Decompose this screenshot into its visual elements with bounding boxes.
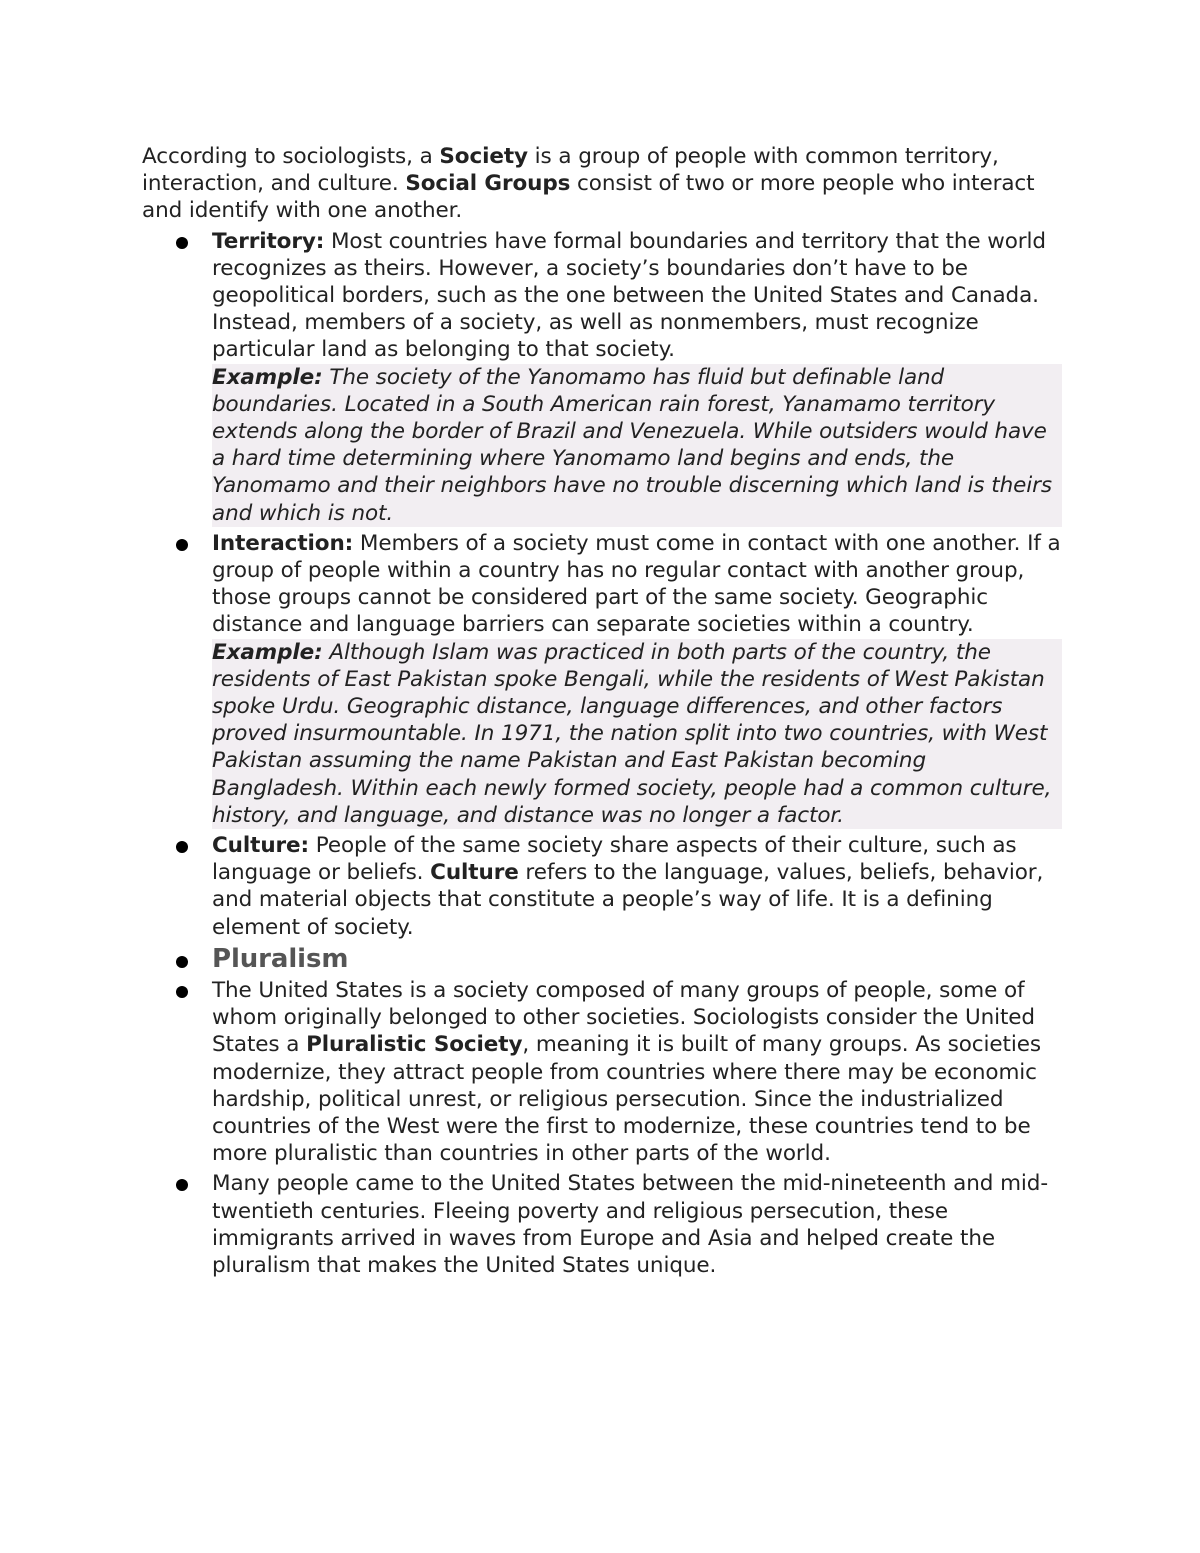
bullet-icon (176, 986, 188, 998)
pluralism-paragraph-2: Many people came to the United States between the mid-nineteenth and mid-twentieth centuries. Fleeing poverty and religious persecution, these immigrants arrived in waves from Europe and Asia and helped create the pluralism that makes the United States unique. (212, 1171, 1048, 1278)
list-item-pluralism-1 (142, 977, 1062, 1167)
culture-label: Culture: (212, 833, 310, 859)
example-text: The society of the Yanomamo has fluid but definable land boundaries. Located in a South American rain forest, Yanamamo territory extends along the border of Brazil and Venezuela. While outsiders would have a hard time determining where Yanomamo land begins and ends, the Yanomamo and their neighbors have no trouble discerning which land is theirs and which is not. (212, 364, 1052, 526)
bullet-icon (176, 539, 188, 551)
pluralism-heading: Pluralism (212, 943, 349, 974)
intro-paragraph (142, 143, 1062, 225)
term-pluralistic-society: Pluralistic Society (306, 1032, 523, 1058)
interaction-text (212, 530, 1062, 639)
culture-body: People of the same society share aspects of their culture, such as language or beliefs. (212, 833, 1017, 886)
territory-body: Most countries have formal boundaries and territory that the world recognizes as theirs. However, a society’s boundaries don’t have to be geopolitical borders, such as the one between the United States and Canada. Instead, members of a society, as well as nonmembers, must recognize particular land as belonging to that society. (212, 228, 1046, 363)
territory-label: Territory: (212, 228, 325, 254)
list-item-pluralism-heading (142, 944, 1062, 974)
example-text: Although Islam was practiced in both parts of the country, the residents of East Pakistan spoke Bengali, while the residents of West Pakistan spoke Urdu. Geographic distance, language differences, and other factors proved insurmountable. In 1971, the nation split into two countries, with West Pakistan assuming the name Pakistan and East Pakistan becoming Bangladesh. Within each newly formed society, people had a common culture, history, and language, and distance was no longer a factor. (212, 639, 1052, 828)
bullet-icon (176, 237, 188, 249)
example-label: Example: (212, 364, 323, 390)
interaction-label: Interaction: (212, 530, 354, 556)
territory-example (212, 364, 1062, 527)
document-page (142, 143, 1062, 1279)
territory-text (212, 228, 1062, 364)
intro-text: According to sociologists, a (142, 144, 440, 169)
bullet-icon (176, 841, 188, 853)
term-social-groups: Social Groups (405, 171, 571, 197)
intro-text: is a group of people with common territory, interaction, and culture. (142, 144, 999, 197)
pluralism-text: The United States is a society composed of many groups of people, some of whom originally belonged to other societies. Sociologists consider the United States a (212, 977, 1035, 1058)
interaction-body: Members of a society must come in contact with one another. If a group of people within a country has no regular contact with another group, those groups cannot be considered part of the same society. Geographic distance and language barriers can separate societies within a country. (212, 530, 1061, 638)
list-item-territory (142, 228, 1062, 527)
bullet-list (142, 228, 1062, 1280)
list-item-culture (142, 832, 1062, 941)
pluralism-paragraph-1 (212, 977, 1062, 1167)
list-item-interaction (142, 530, 1062, 829)
list-item-pluralism-2 (142, 1170, 1062, 1279)
term-culture: Culture (430, 860, 519, 886)
bullet-icon (176, 1179, 188, 1191)
example-label: Example: (212, 639, 323, 665)
culture-body: refers to the language, values, beliefs, behavior, and material objects that constitute a people’s way of life. It is a defining element of society. (212, 860, 1044, 940)
bullet-icon (176, 956, 188, 968)
culture-text (212, 832, 1062, 941)
pluralism-text: , meaning it is built of many groups. As societies modernize, they attract people from countries where there may be economic hardship, political unrest, or religious persecution. Since the industrialized countries of the West were the first to modernize, these countries tend to be more pluralistic than countries in other parts of the world. (212, 1032, 1041, 1167)
interaction-example (212, 639, 1062, 829)
intro-text: consist of two or more people who interact and identify with one another. (142, 171, 1035, 224)
term-society: Society (439, 144, 528, 169)
